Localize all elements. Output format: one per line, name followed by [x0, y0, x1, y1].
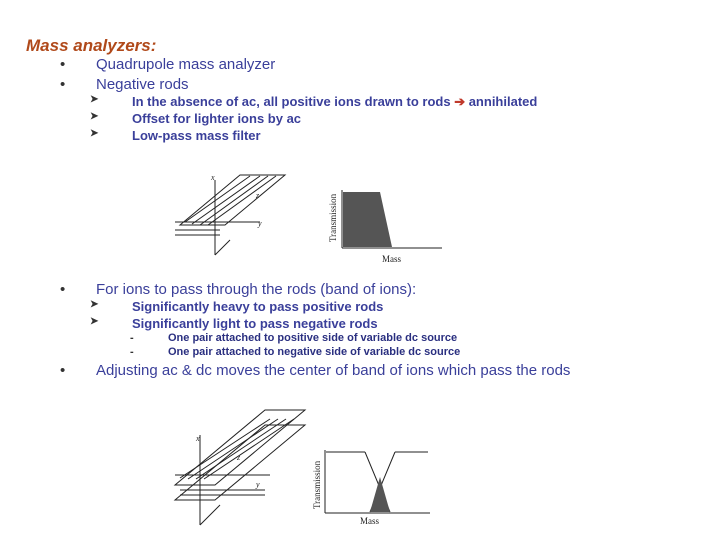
bullet-dot: •: [60, 362, 66, 379]
x-axis-label: x: [196, 434, 200, 443]
rod-diagram: [175, 175, 285, 255]
arrowhead-bullet-icon: ➤: [90, 128, 99, 139]
arrowhead-bullet-icon: ➤: [90, 111, 99, 122]
arrowhead-bullet-icon: ➤: [90, 94, 99, 105]
rod-diagram: [175, 410, 305, 525]
transmission-label: Transmission: [328, 193, 338, 242]
x-axis-label: x: [211, 173, 215, 182]
y-axis-label: y: [256, 480, 260, 489]
figure-band-pass-filter: [170, 405, 450, 530]
rod-plane: [180, 175, 285, 225]
y-axis-label: y: [258, 219, 262, 228]
arrowhead-bullet-icon: ➤: [90, 316, 99, 327]
transmission-plot: [328, 190, 442, 264]
slide-title: Mass analyzers:: [26, 36, 157, 55]
transmission-band: [370, 477, 390, 512]
arrow-icon: ➔: [454, 94, 466, 109]
figure-low-pass-filter: [170, 170, 450, 270]
z-axis-label: z: [237, 453, 241, 462]
z-axis-label: z: [256, 191, 260, 200]
mass-label: Mass: [360, 516, 380, 526]
transmission-plot: [312, 450, 430, 526]
bullet-dot: •: [60, 281, 66, 298]
bullet-dot: •: [60, 76, 66, 93]
bullet-dot: •: [60, 56, 66, 73]
arrowhead-bullet-icon: ➤: [90, 299, 99, 310]
rod-plane-2: [175, 425, 305, 500]
transmission-label: Transmission: [312, 460, 322, 509]
transmission-area: [343, 192, 392, 247]
rod-plane-1: [175, 410, 305, 485]
mass-label: Mass: [382, 254, 402, 264]
